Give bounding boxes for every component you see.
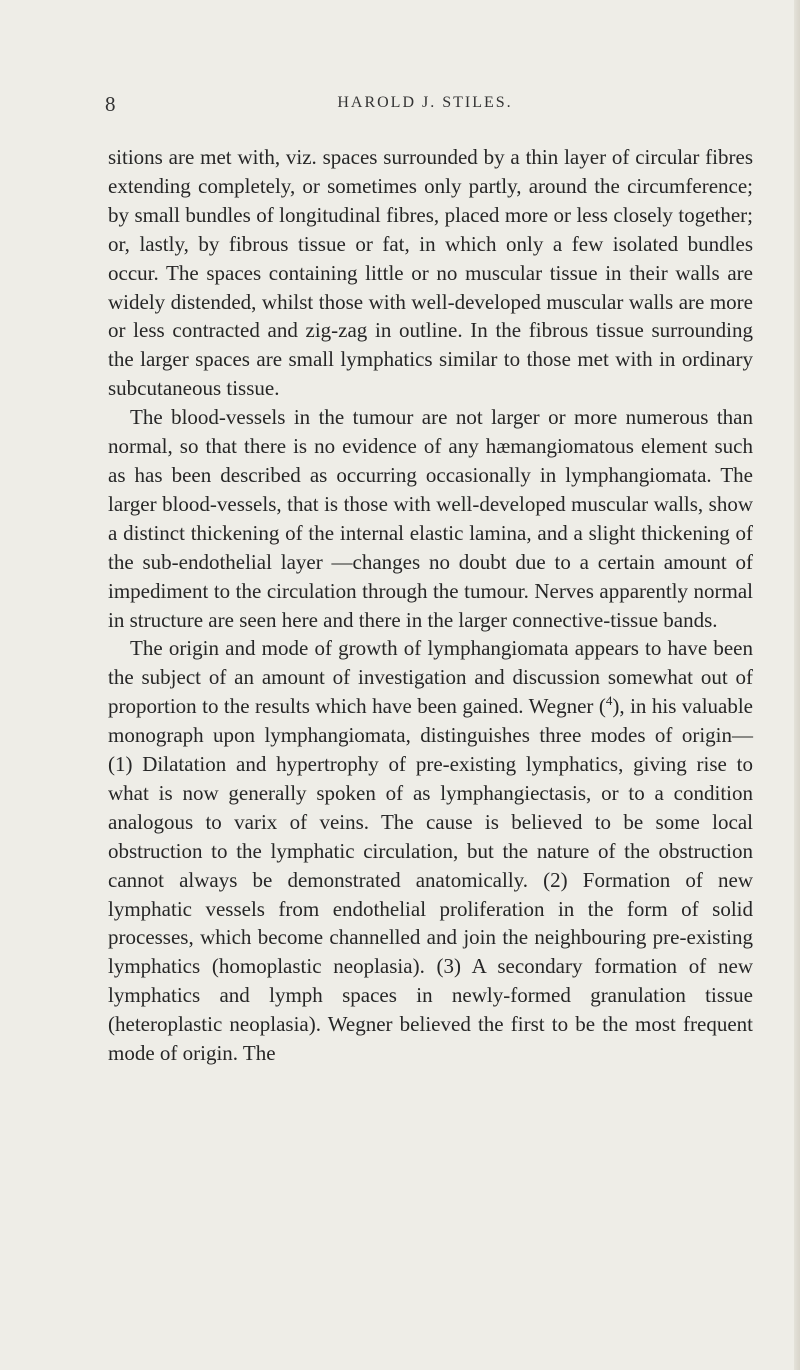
paragraph-3-text-end: ), in his valuable monograph upon lymphangiomata, distinguishes three modes of origin— (1) Dilatation and hypertrophy of pre-existing lymphatics, giving rise to what is now generally spoken of as lymphangiectasis, or to a condition analogous to varix of veins. The cause is believed to be some local obstruction to the lymphatic circulation, but the nature of the obstruction cannot always be demonstrated anatomically. (2) Formation of new lymphatic vessels from endothelial proliferation in the form of solid processes, which become channelled and join the neighbouring pre-existing lymphatics (homoplastic neoplasia). (3) A secondary formation of new lymphatics and lymph spaces in newly-formed granulation tissue (heteroplastic neoplasia). Wegner believed the first to be the most frequent mode of origin. The xyxy=(108,694,754,1066)
page-number: 8 xyxy=(105,92,116,116)
paragraph-3-text-start: The origin and mode of growth of lymphangiomata appears to have been the subject of an amount of investigation and discussion somewhat out of proportion to the results which have been gained. Wegner xyxy=(108,636,753,719)
reference-open-paren: ( xyxy=(598,694,606,719)
running-title: HAROLD J. STILES. xyxy=(337,94,513,111)
body-text xyxy=(108,143,753,1068)
paragraph-1: sitions are met with, viz. spaces surrounded by a thin layer of circular fibres extending completely, or sometimes only partly, around the circumference; by small bundles of longitudinal fibres, placed more or less closely together; or, lastly, by fibrous tissue or fat, in which only a few isolated bundles occur. The spaces containing little or no muscular tissue in their walls are widely distended, whilst those with well-developed muscular walls are more or less contracted and zig-zag in outline. In the fibrous tissue surrounding the larger spaces are small lymphatics similar to those met with in ordinary subcutaneous tissue. xyxy=(108,145,753,401)
page-edge xyxy=(794,0,800,1370)
reference-number: 4 xyxy=(605,693,613,709)
running-head xyxy=(105,92,745,118)
paragraph-2: The blood-vessels in the tumour are not larger or more numerous than normal, so that there is no evidence of any hæmangiomatous element such as has been described as occurring occasionally in lymphangiomata. The larger blood-vessels, that is those with well-developed muscular walls, show a distinct thickening of the internal elastic lamina, and a slight thickening of the sub-endothelial layer —changes no doubt due to a certain amount of impediment to the circulation through the tumour. Nerves apparently normal in structure are seen here and there in the larger connective-tissue bands. xyxy=(108,405,753,632)
paragraph-3 xyxy=(108,634,753,1068)
